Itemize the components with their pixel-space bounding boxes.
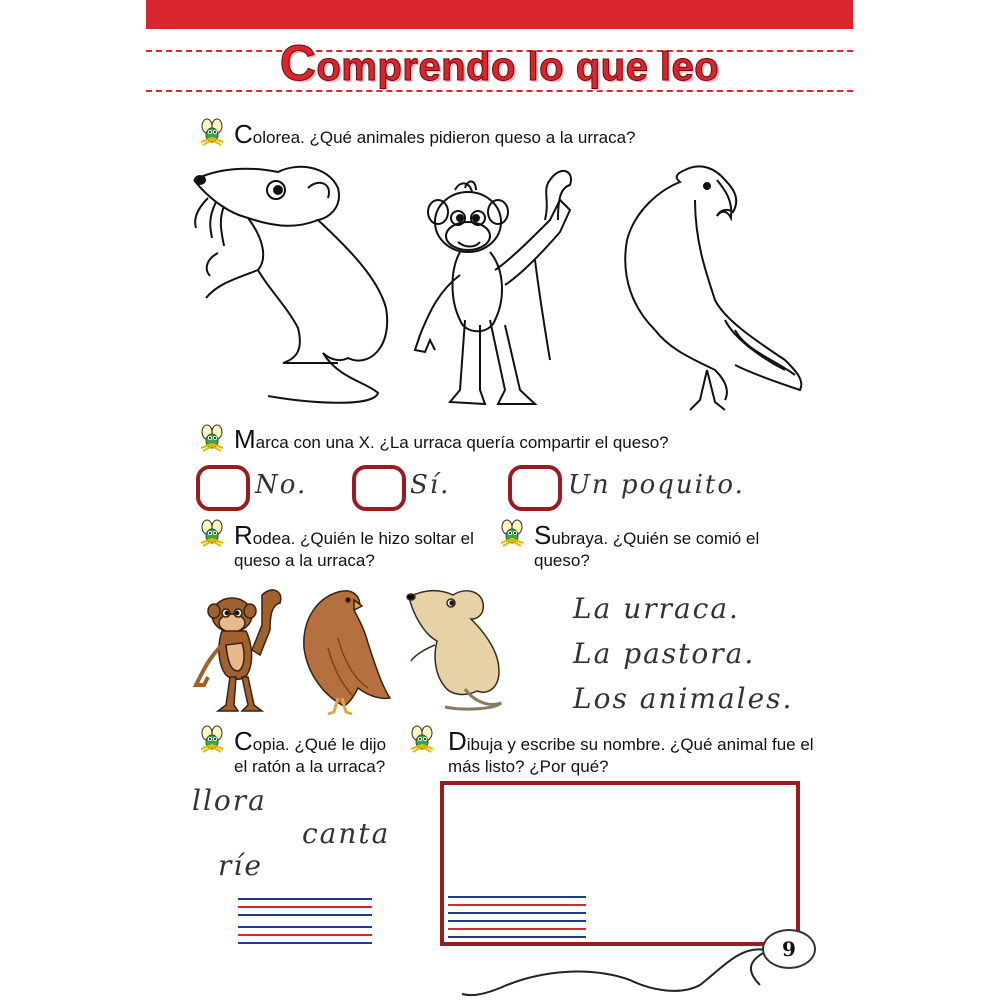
instruction-marca: Marca con una X. ¿La urraca quería compartir el queso? xyxy=(234,424,669,454)
decorative-cord xyxy=(460,930,780,1000)
bird-outline-image xyxy=(615,160,810,412)
checkbox-un-poquito[interactable] xyxy=(508,465,562,511)
mouse-outline-image xyxy=(188,158,393,410)
instruction-copia: Copia. ¿Qué le dijo el ratón a la urraca? xyxy=(234,726,387,776)
option-no-label: No. xyxy=(255,470,308,500)
header-bar xyxy=(146,0,853,29)
monkey-color-image[interactable] xyxy=(192,585,292,715)
option-la-pastora[interactable]: La pastora. xyxy=(573,637,756,670)
option-un-poquito-label: Un poquito. xyxy=(568,470,745,500)
copy-word-rie: ríe xyxy=(218,849,263,882)
instruction-subraya: Subraya. ¿Quién se comió el queso? xyxy=(534,520,760,570)
bee-icon xyxy=(498,519,526,547)
bee-icon xyxy=(198,725,226,753)
instruction-rodea: Rodea. ¿Quién le hizo soltar el queso a la urraca? xyxy=(234,520,474,570)
instruction-dibuja: Dibuja y escribe su nombre. ¿Qué animal fue el más listo? ¿Por qué? xyxy=(448,726,814,776)
bird-color-image[interactable] xyxy=(298,588,394,716)
monkey-outline-image xyxy=(410,160,585,412)
option-la-urraca[interactable]: La urraca. xyxy=(573,592,740,625)
bee-icon xyxy=(408,725,436,753)
mouse-color-image[interactable] xyxy=(405,585,505,713)
checkbox-si[interactable] xyxy=(352,465,406,511)
page-number: 9 xyxy=(762,929,816,969)
bee-icon xyxy=(198,118,226,146)
checkbox-no[interactable] xyxy=(196,465,250,511)
copy-word-llora: llora xyxy=(192,784,267,817)
bee-icon xyxy=(198,424,226,452)
option-los-animales[interactable]: Los animales. xyxy=(573,682,794,715)
option-si-label: Sí. xyxy=(410,470,451,500)
copy-word-canta: canta xyxy=(302,817,391,850)
writing-lines-copia[interactable] xyxy=(238,898,372,946)
instruction-colorea: Colorea. ¿Qué animales pidieron queso a la urraca? xyxy=(234,119,636,149)
drawing-box[interactable] xyxy=(440,781,800,946)
page-title: Comprendo lo que leo xyxy=(279,35,720,91)
bee-icon xyxy=(198,519,226,547)
